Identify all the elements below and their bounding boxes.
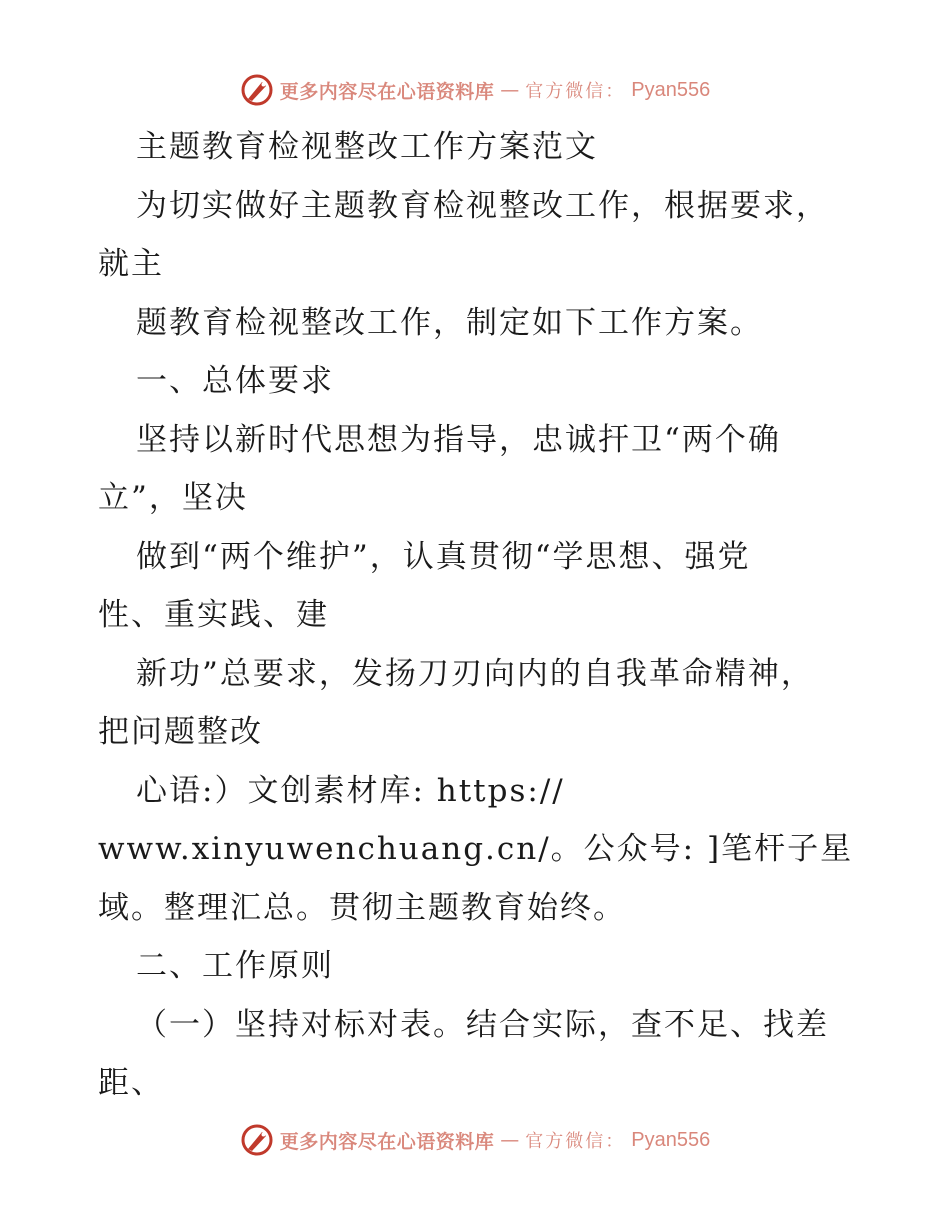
watermark-dash: — (500, 79, 520, 101)
document-line: 立”，坚决 (98, 480, 248, 516)
document-line: （一）坚持对标对表。结合实际，查不足、找差 (136, 1006, 829, 1043)
document-line: 坚持以新时代思想为指导，忠诚扞卫“两个确 (136, 421, 781, 458)
document-line: 主题教育检视整改工作方案范文 (136, 129, 598, 165)
document-line: 一、总体要求 (136, 363, 334, 399)
document-line: 新功”总要求，发扬刀刃向内的自我革命精神， (136, 655, 814, 692)
document-line: 域。整理汇总。贯彻主题教育始终。 (98, 889, 626, 926)
watermark-wechat-label: 官方微信： (525, 1131, 626, 1152)
watermark-wechat-label: 官方微信： (525, 81, 626, 102)
pen-logo-icon (240, 73, 274, 107)
document-line: 心语:）文创素材库: https:// (136, 772, 565, 809)
footer-watermark (0, 1120, 950, 1160)
document-line: 题教育检视整改工作，制定如下工作方案。 (136, 304, 763, 341)
watermark-wechat-id: Pyan556 (631, 78, 711, 101)
document-line: 把问题整改 (98, 714, 263, 750)
document-line: 性、重实践、建 (98, 597, 329, 633)
header-watermark (0, 70, 950, 110)
document-line: 做到“两个维护”，认真贯彻“学思想、强党 (136, 538, 751, 575)
watermark-wechat-id: Pyan556 (631, 1128, 711, 1151)
watermark-site-text: 更多内容尽在心语资料库 (279, 80, 495, 103)
document-body (98, 118, 858, 1113)
document-line: 为切实做好主题教育检视整改工作，根据要求， (136, 187, 829, 224)
document-line: 距、 (98, 1065, 164, 1101)
watermark-site-text: 更多内容尽在心语资料库 (279, 1130, 495, 1153)
document-line: 就主 (98, 246, 164, 282)
watermark-dash: — (500, 1129, 520, 1151)
pen-logo-icon (240, 1123, 274, 1157)
document-line: www.xinyuwenchuang.cn/。公众号: ]笔杆子星 (98, 831, 854, 867)
document-line: 二、工作原则 (136, 948, 334, 984)
